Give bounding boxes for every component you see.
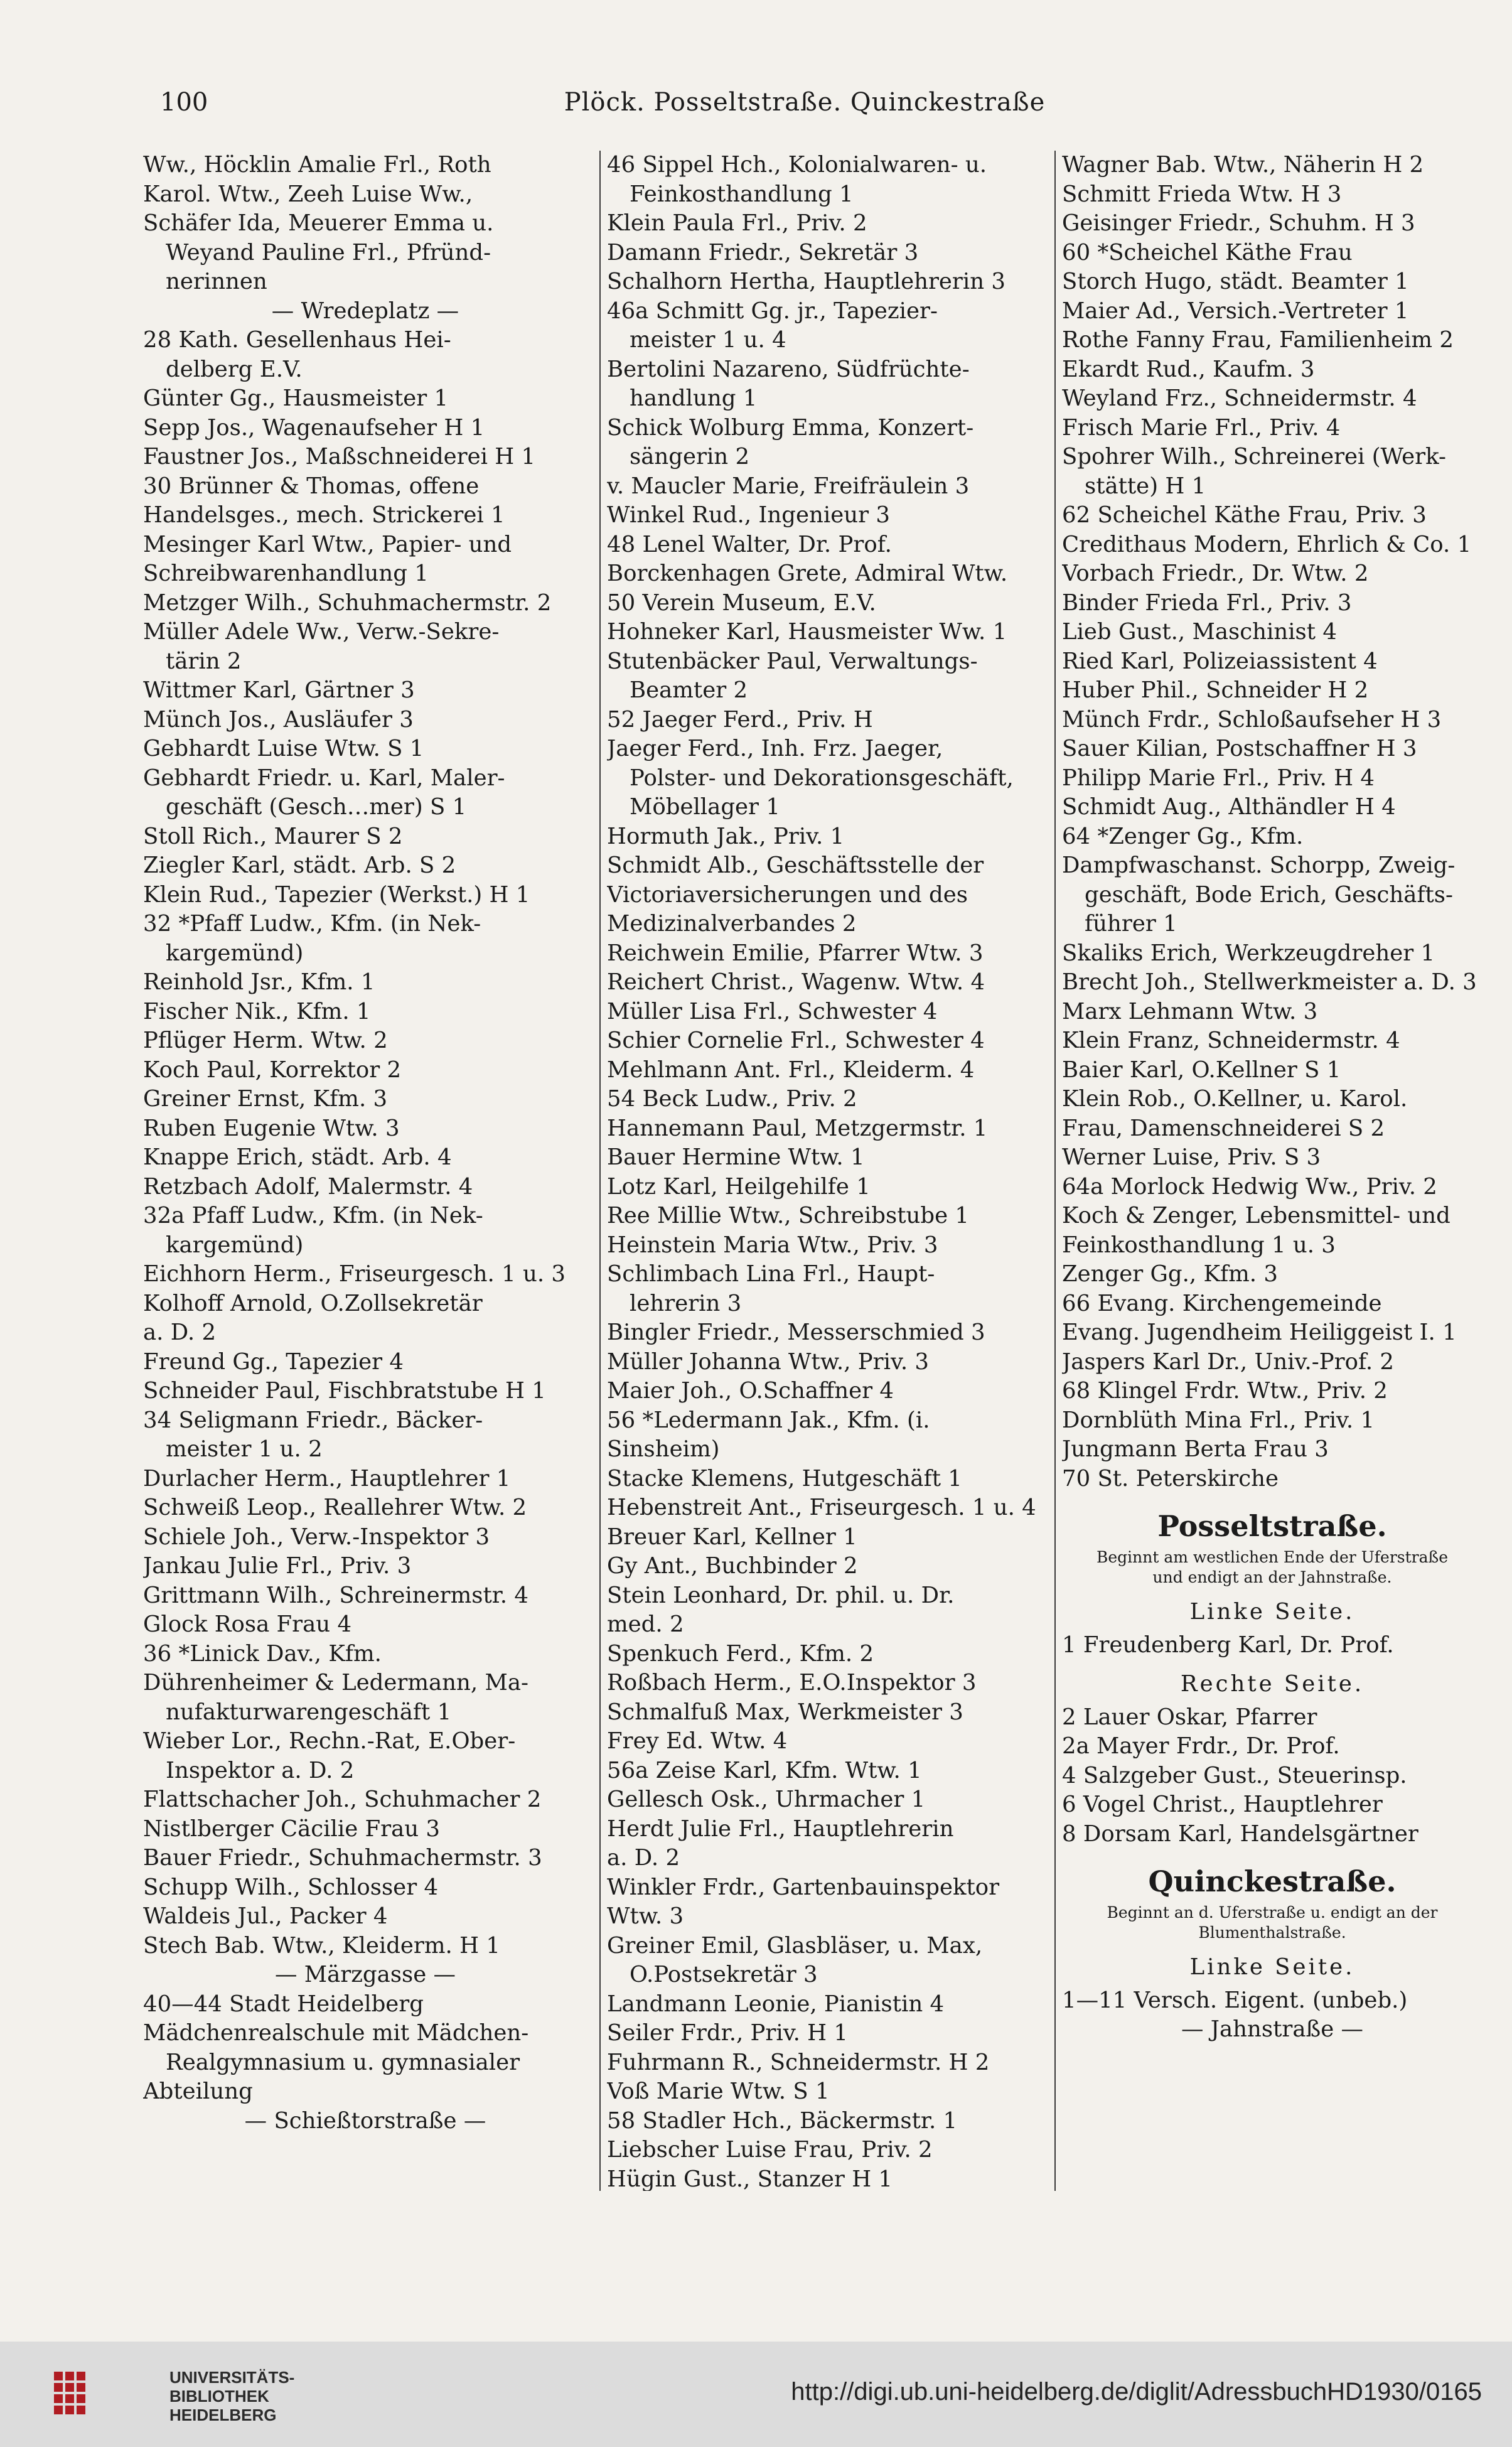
entry-line: Abteilung [143, 2079, 253, 2104]
entry-line: delberg E.V. [166, 356, 303, 382]
street-note: Blumenthalstraße. [1198, 1923, 1346, 1942]
entry-line: Dampfwaschanst. Schorpp, Zweig- [1062, 852, 1456, 878]
entry-line: — Wredeplatz — [271, 298, 459, 324]
entry-line: 46 Sippel Hch., Kolonialwaren- u. [607, 152, 987, 178]
entry-line: stätte) H 1 [1085, 473, 1206, 499]
entry-line: Dornblüth Mina Frl., Priv. 1 [1062, 1407, 1375, 1433]
entry-line: 2a Mayer Frdr., Dr. Prof. [1062, 1733, 1340, 1759]
street-note: Beginnt an d. Uferstraße u. endigt an der [1107, 1903, 1438, 1922]
entry-line: meister 1 u. 2 [166, 1436, 323, 1462]
entry-line: Bingler Friedr., Messerschmied 3 [607, 1320, 985, 1345]
entry-line: geschäft (Gesch…mer) S 1 [166, 794, 467, 820]
entry-line: Feinkosthandlung 1 [630, 181, 854, 207]
entry-line: Geisinger Friedr., Schuhm. H 3 [1062, 210, 1415, 236]
library-name-line: HEIDELBERG [169, 2406, 277, 2424]
entry-line: 58 Stadler Hch., Bäckermstr. 1 [607, 2107, 958, 2134]
entry-line: Frisch Marie Frl., Priv. 4 [1062, 414, 1341, 441]
entry-line: 48 Lenel Walter, Dr. Prof. [607, 531, 892, 557]
entry-line: Voß Marie Wtw. S 1 [607, 2079, 830, 2104]
entry-line: 34 Seligmann Friedr., Bäcker- [143, 1407, 483, 1433]
entry-line: Schmidt Alb., Geschäftsstelle der [607, 852, 984, 878]
entry-line: Stacke Klemens, Hutgeschäft 1 [607, 1465, 962, 1492]
entry-line: Retzbach Adolf, Malermstr. 4 [143, 1173, 473, 1200]
entry-line: Hügin Gust., Stanzer H 1 [607, 2166, 893, 2191]
entry-line: Winkler Frdr., Gartenbauinspektor [607, 1874, 1000, 1900]
entry-line: Feinkosthandlung 1 u. 3 [1062, 1232, 1336, 1258]
entry-line: Ree Millie Wtw., Schreibstube 1 [607, 1203, 969, 1229]
side-heading: Linke Seite. [1189, 1954, 1355, 1980]
entry-line: Weyand Pauline Frl., Pfründ- [166, 239, 491, 266]
entry-line: Schneider Paul, Fischbratstube H 1 [143, 1378, 546, 1404]
entry-line: Greiner Ernst, Kfm. 3 [143, 1086, 388, 1112]
entry-line: 70 St. Peterskirche [1062, 1465, 1279, 1492]
entry-line: Schäfer Ida, Meuerer Emma u. [143, 210, 494, 236]
entry-line: Metzger Wilh., Schuhmachermstr. 2 [143, 589, 552, 616]
entry-line: Lieb Gust., Maschinist 4 [1062, 619, 1337, 645]
source-url[interactable]: http://digi.ub.uni-heidelberg.de/diglit/AdressbuchHD1930/0165 [791, 2378, 1482, 2406]
entry-line: Münch Frdr., Schloßaufseher H 3 [1062, 706, 1442, 733]
entry-line: Dührenheimer & Ledermann, Ma- [143, 1670, 528, 1696]
entry-line: tärin 2 [166, 648, 242, 674]
entry-line: Stech Bab. Wtw., Kleiderm. H 1 [143, 1932, 500, 1959]
entry-line: Müller Adele Ww., Verw.-Sekre- [143, 619, 500, 645]
entry-line: Jaeger Ferd., Inh. Frz. Jaeger, [607, 736, 943, 761]
entry-line: Schier Cornelie Frl., Schwester 4 [607, 1028, 985, 1053]
entry-line: Realgymnasium u. gymnasialer [166, 2049, 520, 2075]
entry-line: a. D. 2 [143, 1320, 217, 1345]
entry-line: 62 Scheichel Käthe Frau, Priv. 3 [1062, 502, 1427, 528]
entry-line: Hannemann Paul, Metzgermstr. 1 [607, 1115, 988, 1141]
entry-line: Stoll Rich., Maurer S 2 [143, 823, 403, 849]
entry-line: Schupp Wilh., Schlosser 4 [143, 1874, 439, 1900]
entry-line: — Märzgasse — [274, 1962, 456, 1987]
entry-line: Münch Jos., Ausläufer 3 [143, 706, 414, 733]
entry-line: Klein Rob., O.Kellner, u. Karol. [1062, 1086, 1408, 1112]
entry-line: Schalhorn Hertha, Hauptlehrerin 3 [607, 269, 1005, 294]
entry-line: Karol. Wtw., Zeeh Luise Ww., [143, 181, 473, 207]
entry-line: Storch Hugo, städt. Beamter 1 [1062, 269, 1409, 294]
entry-line: Bertolini Nazareno, Südfrüchte- [607, 356, 970, 382]
entry-line: Sepp Jos., Wagenaufseher H 1 [143, 414, 485, 441]
entry-line: Rothe Fanny Frau, Familienheim 2 [1062, 327, 1454, 353]
entry-line: Durlacher Herm., Hauptlehrer 1 [143, 1465, 511, 1492]
entry-line: 28 Kath. Gesellenhaus Hei- [143, 327, 451, 353]
entry-line: Borckenhagen Grete, Admiral Wtw. [607, 561, 1008, 586]
entry-line: 66 Evang. Kirchengemeinde [1062, 1290, 1382, 1316]
entry-line: Marx Lehmann Wtw. 3 [1062, 998, 1318, 1025]
entry-line: Schweiß Leop., Reallehrer Wtw. 2 [143, 1495, 527, 1520]
footer-bar [0, 2342, 1512, 2447]
entry-line: Faustner Jos., Maßschneiderei H 1 [143, 444, 536, 470]
entry-line: Sauer Kilian, Postschaffner H 3 [1062, 736, 1417, 761]
entry-line: 36 *Linick Dav., Kfm. [143, 1640, 382, 1667]
entry-line: Herdt Julie Frl., Hauptlehrerin [607, 1815, 954, 1842]
entry-list [1062, 1703, 1483, 1849]
entry-line: Waldeis Jul., Packer 4 [143, 1903, 388, 1929]
library-name-line: BIBLIOTHEK [169, 2387, 269, 2406]
entry-line: Bauer Hermine Wtw. 1 [607, 1144, 865, 1170]
entry-line: nerinnen [166, 269, 267, 294]
entry-line: Gellesch Osk., Uhrmacher 1 [607, 1787, 926, 1812]
entry-line: meister 1 u. 4 [630, 327, 786, 353]
street-note: Beginnt am westlichen Ende der Uferstraße [1096, 1548, 1448, 1566]
entry-line: Ried Karl, Polizeiassistent 4 [1062, 648, 1378, 674]
entry-line: Polster- und Dekorationsgeschäft, [630, 765, 1014, 791]
street-title: Posseltstraße. [1157, 1509, 1387, 1543]
entry-line: Seiler Frdr., Priv. H 1 [607, 2020, 848, 2046]
entry-line: Ziegler Karl, städt. Arb. S 2 [143, 852, 456, 878]
entry-line: handlung 1 [630, 385, 758, 411]
entry-line: Beamter 2 [630, 677, 748, 703]
quinckestrasse-section [1062, 1860, 1483, 2045]
entry-list [1062, 1631, 1483, 1660]
entry-line: 8 Dorsam Karl, Handelsgärtner [1062, 1820, 1418, 1847]
entry-line: Glock Rosa Frau 4 [143, 1611, 352, 1637]
entry-line: Reinhold Jsr., Kfm. 1 [143, 969, 375, 995]
entry-line: Inspektor a. D. 2 [166, 1757, 355, 1783]
entry-line: Pflüger Herm. Wtw. 2 [143, 1028, 388, 1053]
entry-line: Sinsheim) [607, 1436, 720, 1462]
entry-line: Breuer Karl, Kellner 1 [607, 1524, 857, 1550]
entry-line: 52 Jaeger Ferd., Priv. H [607, 706, 873, 733]
entry-line: 50 Verein Museum, E.V. [607, 589, 876, 616]
entry-line: Schmitt Frieda Wtw. H 3 [1062, 181, 1342, 207]
entry-line: Müller Johanna Wtw., Priv. 3 [607, 1348, 929, 1375]
entry-line: Binder Frieda Frl., Priv. 3 [1062, 589, 1352, 616]
entry-line: Maier Joh., O.Schaffner 4 [607, 1378, 894, 1404]
entry-line: Wieber Lor., Rechn.-Rat, E.Ober- [143, 1728, 516, 1754]
entry-line: Reichert Christ., Wagenw. Wtw. 4 [607, 969, 985, 995]
entry-line: Koch & Zenger, Lebensmittel- und [1062, 1203, 1450, 1229]
entry-line: Landmann Leonie, Pianistin 4 [607, 1991, 945, 2017]
entry-line: — Schießtorstraße — [244, 2107, 486, 2134]
entry-line: med. 2 [607, 1611, 684, 1637]
entry-line: lehrerin 3 [630, 1290, 742, 1316]
entry-line: kargemünd) [166, 1232, 304, 1258]
column-2 [599, 151, 1045, 2191]
entry-line: Huber Phil., Schneider H 2 [1062, 677, 1369, 703]
entry-line: Victoriaversicherungen und des [607, 881, 968, 908]
entry-line: Klein Rud., Tapezier (Werkst.) H 1 [143, 881, 530, 908]
entry-line: Baier Karl, O.Kellner S 1 [1062, 1057, 1341, 1083]
entry-line: Koch Paul, Korrektor 2 [143, 1057, 402, 1083]
entry-line: Günter Gg., Hausmeister 1 [143, 385, 449, 411]
entry-line: Roßbach Herm., E.O.Inspektor 3 [607, 1670, 977, 1696]
library-name-line: UNIVERSITÄTS- [169, 2368, 295, 2387]
entry-line: Winkel Rud., Ingenieur 3 [607, 502, 890, 528]
entry-line: Gebhardt Friedr. u. Karl, Maler- [143, 765, 505, 791]
page-header [160, 88, 1449, 126]
entry-line: Reichwein Emilie, Pfarrer Wtw. 3 [607, 940, 984, 966]
street-title: Quinckestraße. [1148, 1864, 1397, 1898]
entry-line: Schreibwarenhandlung 1 [143, 561, 429, 586]
entry-line: Stein Leonhard, Dr. phil. u. Dr. [607, 1582, 955, 1608]
entry-line: Hormuth Jak., Priv. 1 [607, 823, 845, 849]
entry-line: O.Postsekretär 3 [630, 1962, 818, 1987]
entry-line: Schmidt Aug., Althändler H 4 [1062, 794, 1396, 820]
entry-line: nufakturwarengeschäft 1 [166, 1699, 452, 1725]
entry-line: Ekardt Rud., Kaufm. 3 [1062, 356, 1315, 382]
entry-line: Nistlberger Cäcilie Frau 3 [143, 1815, 441, 1842]
side-heading: Linke Seite. [1189, 1599, 1355, 1625]
entry-line: Spohrer Wilh., Schreinerei (Werk- [1062, 444, 1446, 470]
entry-line: Ww., Höcklin Amalie Frl., Roth [143, 152, 491, 178]
entry-line: Frey Ed. Wtw. 4 [607, 1728, 788, 1754]
entry-line: Hohneker Karl, Hausmeister Ww. 1 [607, 619, 1007, 645]
entry-line: Lotz Karl, Heilgehilfe 1 [607, 1173, 871, 1200]
entry-line: Jankau Julie Frl., Priv. 3 [143, 1553, 412, 1579]
entry-line: Gebhardt Luise Wtw. S 1 [143, 736, 424, 761]
entry-line: Kolhoff Arnold, O.Zollsekretär [143, 1290, 483, 1316]
entry-line: 54 Beck Ludw., Priv. 2 [607, 1086, 857, 1112]
entry-line: Credithaus Modern, Ehrlich & Co. 1 [1062, 531, 1472, 557]
entry-line: Grittmann Wilh., Schreinermstr. 4 [143, 1582, 528, 1608]
entry-line: Mädchenrealschule mit Mädchen- [143, 2020, 529, 2046]
university-library-logo-icon [49, 2367, 143, 2423]
entry-line: 1 Freudenberg Karl, Dr. Prof. [1062, 1632, 1394, 1658]
entry-line: Jungmann Berta Frau 3 [1062, 1436, 1329, 1462]
column-3-entries [1062, 151, 1483, 1493]
entry-line: 32a Pfaff Ludw., Kfm. (in Nek- [143, 1203, 483, 1229]
page-number: 100 [160, 88, 208, 117]
entry-line: 2 Lauer Oskar, Pfarrer [1062, 1704, 1317, 1730]
entry-line: Schiele Joh., Verw.-Inspektor 3 [143, 1524, 490, 1550]
entry-line: Medizinalverbandes 2 [607, 911, 857, 937]
entry-line: 1—11 Versch. Eigent. (unbeb.) [1062, 1987, 1408, 2013]
entry-line: 32 *Pfaff Ludw., Kfm. (in Nek- [143, 911, 481, 937]
library-name [169, 2368, 294, 2424]
entry-line: Fuhrmann R., Schneidermstr. H 2 [607, 2049, 990, 2075]
entry-line: Zenger Gg., Kfm. 3 [1062, 1261, 1278, 1287]
entry-line: sängerin 2 [630, 444, 750, 470]
entry-line: kargemünd) [166, 940, 304, 966]
entry-line: Gy Ant., Buchbinder 2 [607, 1553, 858, 1579]
entry-line: geschäft, Bode Erich, Geschäfts- [1085, 881, 1453, 908]
entry-line: Wagner Bab. Wtw., Näherin H 2 [1062, 152, 1424, 178]
entry-line: Freund Gg., Tapezier 4 [143, 1348, 404, 1375]
entry-line: Klein Franz, Schneidermstr. 4 [1062, 1028, 1400, 1053]
running-head: Plöck. Posseltstraße. Quinckestraße [564, 88, 1046, 117]
entry-line: 6 Vogel Christ., Hauptlehrer [1062, 1792, 1383, 1817]
entry-line: a. D. 2 [607, 1845, 680, 1871]
entry-line: Mesinger Karl Wtw., Papier- und [143, 531, 512, 557]
entry-line: Eichhorn Herm., Friseurgesch. 1 u. 3 [143, 1261, 566, 1287]
entry-line: Knappe Erich, städt. Arb. 4 [143, 1144, 452, 1170]
entry-line: Fischer Nik., Kfm. 1 [143, 998, 371, 1025]
entry-line: Schmalfuß Max, Werkmeister 3 [607, 1699, 963, 1725]
entry-line: Hebenstreit Ant., Friseurgesch. 1 u. 4 [607, 1495, 1036, 1520]
entry-line: Wittmer Karl, Gärtner 3 [143, 677, 415, 703]
entry-line: Schick Wolburg Emma, Konzert- [607, 414, 974, 441]
entry-line: Greiner Emil, Glasbläser, u. Max, [607, 1932, 983, 1959]
entry-line: 60 *Scheichel Käthe Frau [1062, 239, 1353, 266]
column-3 [1054, 151, 1483, 2191]
entry-line: Mehlmann Ant. Frl., Kleiderm. 4 [607, 1057, 975, 1083]
entry-line: Ruben Eugenie Wtw. 3 [143, 1115, 400, 1141]
entry-line: Möbellager 1 [630, 794, 780, 820]
entry-line: Brecht Joh., Stellwerkmeister a. D. 3 [1062, 969, 1477, 995]
entry-line: Bauer Friedr., Schuhmachermstr. 3 [143, 1845, 542, 1871]
entry-line: 56a Zeise Karl, Kfm. Wtw. 1 [607, 1757, 922, 1783]
entry-line: 56 *Ledermann Jak., Kfm. (i. [607, 1407, 930, 1433]
entry-line: Heinstein Maria Wtw., Priv. 3 [607, 1232, 938, 1258]
column-1 [143, 151, 587, 2191]
entry-line: Jaspers Karl Dr., Univ.-Prof. 2 [1062, 1348, 1395, 1375]
entry-line: Schlimbach Lina Frl., Haupt- [607, 1261, 935, 1287]
entry-line: Evang. Jugendheim Heiliggeist I. 1 [1062, 1320, 1457, 1345]
entry-line: Weyland Frz., Schneidermstr. 4 [1062, 385, 1417, 411]
entry-line: Werner Luise, Priv. S 3 [1062, 1144, 1321, 1170]
entry-line: Handelsges., mech. Strickerei 1 [143, 502, 505, 528]
entry-line: 64a Morlock Hedwig Ww., Priv. 2 [1062, 1173, 1437, 1200]
entry-line: Vorbach Friedr., Dr. Wtw. 2 [1062, 561, 1369, 586]
entry-line: Skaliks Erich, Werkzeugdreher 1 [1062, 940, 1435, 966]
entry-line: Spenkuch Ferd., Kfm. 2 [607, 1640, 874, 1667]
entry-line: Flattschacher Joh., Schuhmacher 2 [143, 1787, 542, 1812]
side-heading: Rechte Seite. [1180, 1671, 1365, 1697]
entry-list [1062, 1986, 1483, 2016]
entry-line: führer 1 [1085, 911, 1177, 937]
entry-line: Maier Ad., Versich.-Vertreter 1 [1062, 298, 1409, 324]
entry-line: 68 Klingel Frdr. Wtw., Priv. 2 [1062, 1378, 1388, 1404]
entry-line: Frau, Damenschneiderei S 2 [1062, 1115, 1385, 1141]
entry-line: Philipp Marie Frl., Priv. H 4 [1062, 765, 1375, 791]
entry-line: 40—44 Stadt Heidelberg [143, 1991, 424, 2017]
entry-line: v. Maucler Marie, Freifräulein 3 [607, 473, 970, 499]
entry-line: Wtw. 3 [607, 1903, 684, 1929]
entry-line: Damann Friedr., Sekretär 3 [607, 239, 919, 266]
entry-line: Stutenbäcker Paul, Verwaltungs- [607, 648, 978, 674]
entry-line: 4 Salzgeber Gust., Steuerinsp. [1062, 1762, 1407, 1788]
entry-line: 46a Schmitt Gg. jr., Tapezier- [607, 298, 938, 324]
street-note: und endigt an der Jahnstraße. [1152, 1568, 1392, 1586]
posseltstrasse-section [1062, 1505, 1483, 1849]
entry-line: Liebscher Luise Frau, Priv. 2 [607, 2137, 933, 2163]
cross-street: — Jahnstraße — [1181, 2016, 1364, 2042]
entry-line: 64 *Zenger Gg., Kfm. [1062, 823, 1304, 849]
entry-line: Klein Paula Frl., Priv. 2 [607, 210, 867, 236]
entry-line: Müller Lisa Frl., Schwester 4 [607, 998, 938, 1025]
entry-line: 30 Brünner & Thomas, offene [143, 473, 480, 499]
